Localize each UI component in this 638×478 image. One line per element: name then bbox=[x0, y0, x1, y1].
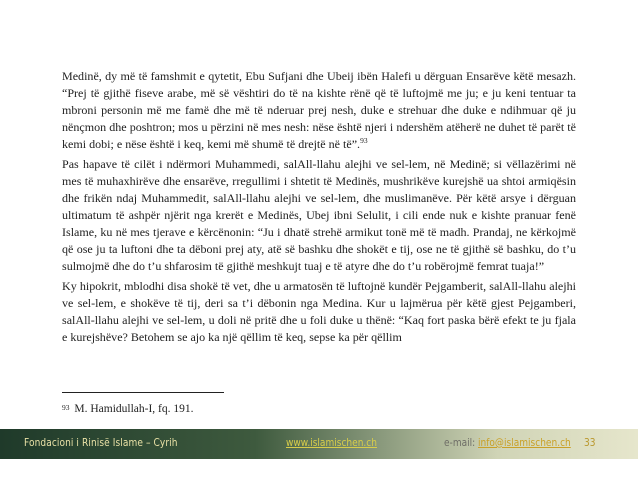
footer-email-label: e-mail: bbox=[444, 437, 476, 449]
footer-website-link[interactable]: www.islamischen.ch bbox=[286, 437, 377, 449]
paragraph-2: Pas hapave të cilët i ndërmori Muhammedi, salAll-llahu alejhi ve sel-lem, në Medinë; si vëllazërimi në mes të muhaxhirëve dhe ensarëve, rregullimi i shtetit të Medinës, mushrikëve kurejshë ua shtoi armiqësin dhe frikën ndaj Muhammedit, salAll-llahu alejhi ve sel-lem, dhe muslimanëve. Për këtë arsye i dërguan ultimatum të ashpër njërit nga krerët e Medinës, Ubej ibni Selulit, i cili ende nuk e kishte pranuar fenë Islame, ku në mes tjerave e kërcënonin: “Ju i dhatë strehë armikut tonë më të madh. Prandaj, ne kërkojmë që ose ju ta luftoni dhe ta dëboni prej aty, atë së bashku dhe shokët e tij, ose ne të gjithë së bashku, do t’u sulmojmë dhe do t’u shfarosim të gjithë meshkujt tuaj e të atyre dhe do t’u robërojmë femrat tuaja!” bbox=[62, 157, 576, 273]
page-footer bbox=[0, 429, 638, 459]
footer-email-link[interactable]: info@islamischen.ch bbox=[478, 437, 571, 449]
paragraph-3: Ky hipokrit, mblodhi disa shokë të vet, dhe u armatosën të luftojnë kundër Pejgamberit, salAll-llahu alejhi ve sel-lem, e shokëve të tij, deri sa t’i dëbonin nga Medina. Kur u lajmërua për këtë gjest Pejgamberi, salAll-llahu alejhi ve sel-lem, u doli në pritë dhe u foli duke u thënë: “Kaq fort paska bërë efekt te ju fjala e kurejshëve? Betohem se ajo ka një qëllim të keq, sepse ka për qëllim bbox=[62, 279, 576, 344]
footer-organization: Fondacioni i Rinisë Islame – Cyrih bbox=[24, 437, 178, 449]
footnote-reference[interactable]: 93 bbox=[360, 136, 368, 145]
footnote-text: M. Hamidullah-I, fq. 191. bbox=[71, 403, 194, 415]
page-number: 33 bbox=[584, 437, 596, 449]
footnote-divider bbox=[62, 392, 224, 393]
footnote-number: 93 bbox=[62, 403, 70, 412]
body-text bbox=[62, 68, 576, 349]
paragraph-1-text: Medinë, dy më të famshmit e qytetit, Ebu Sufjani dhe Ubeij ibën Halefi u dërguan Ensarëve këtë mesazh. “Prej të gjithë fiseve arabe, më së vështiri do të na kishte rënë që të luftojmë me ju; e ju keni tentuar ta mbroni personin më me famë dhe më të nderuar prej nesh, duke e strehuar dhe duke e ndihmuar që ju nënçmon dhe poshtron; mos u përzini në mes nesh: nëse është njeri i ndershëm atëherë ne duhet të parët të kemi dobi; e nëse është i keq, kemi më shumë të drejtë në të”. bbox=[62, 69, 576, 151]
paragraph-1 bbox=[62, 68, 576, 153]
footnote bbox=[62, 401, 462, 416]
